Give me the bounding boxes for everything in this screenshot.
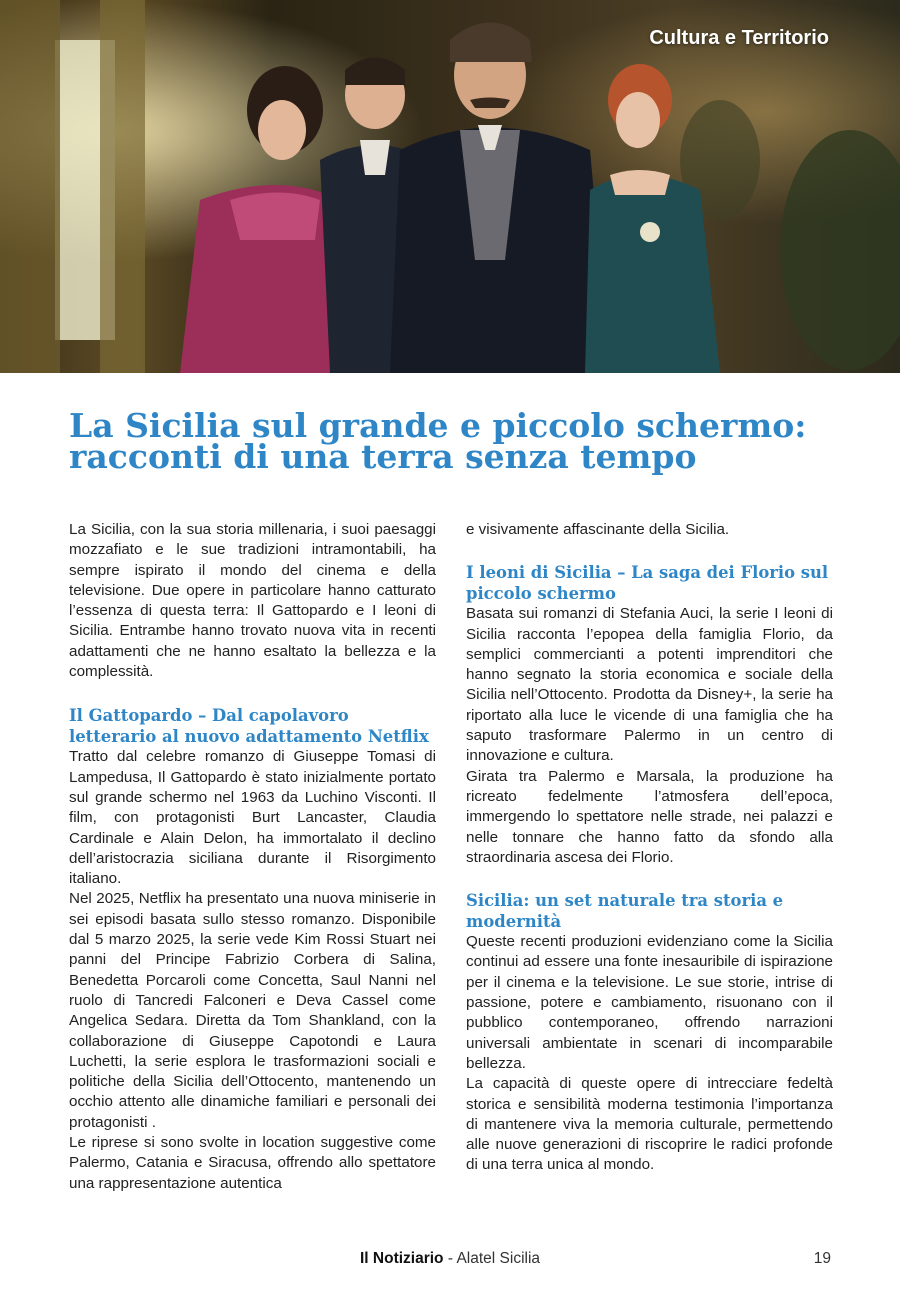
section-label: Cultura e Territorio [649,27,829,49]
footer-publisher: Alatel Sicilia [456,1250,541,1267]
footer-brand: Il Notiziario [359,1250,444,1267]
paragraph: Basata sui romanzi di Stefania Auci, la serie I leoni di Sicilia racconta l’epopea della famiglia Florio, da semplici commercianti a potenti imprenditori che hanno segnato la storia economica e sociale della Sicilia nell’Ottocento. Prodotta da Disney+, la serie ha riportato alla luce le vicende di una famiglia che ha saputo trasformare Palermo in un centro di innovazione e cultura. [466,605,833,765]
paragraph: Queste recenti produzioni evidenziano come la Sicilia continui ad essere una fonte inesauribile di ispirazione per il cinema e la televisione. Le sue storie, intrise di passione, potere e cambiamento, risuonano con il pubblico contemporaneo, offrendo narrazioni universali ambientate in scenari di incomparabile bellezza. [466,933,833,1072]
page-number: 19 [813,1250,831,1267]
article-title: La Sicilia sul grande e piccolo schermo: racconti di una terra senza tempo [69,406,807,476]
paragraph: Tratto dal celebre romanzo di Giuseppe Tomasi di Lampedusa, Il Gattopardo è stato inizialmente portato sul grande schermo nel 1963 da Luchino Visconti. Il film, con protagonisti Burt Lancaster, Claudia Cardinale e Alain Delon, ha immortalato il declino dell’aristocrazia siciliana durante il Risorgimento italiano. [69,748,436,888]
hero-image [0,0,900,373]
paragraph-continuation: e visivamente affascinante della Sicilia. [466,521,730,538]
page-footer [0,1250,900,1268]
paragraph: Le riprese si sono svolte in location suggestive come Palermo, Catania e Siracusa, offrendo allo spettatore una rappresentazione autentica [69,1134,436,1192]
section-heading-leoni: I leoni di Sicilia – La saga dei Florio sul piccolo schermo [466,563,829,604]
hero-illustration [0,0,900,373]
paragraph: Girata tra Palermo e Marsala, la produzione ha ricreato fedelmente l’atmosfera dell’epoca, immergendo lo spettatore nelle strade, nei palazzi e nelle tonnare che hanno fatto da sfondo alla straordinaria ascesa dei Florio. [466,767,833,866]
intro-paragraph: La Sicilia, con la sua storia millenaria, i suoi paesaggi mozzafiato e le sue tradizioni intramontabili, ha sempre ispirato il mondo del cinema e della televisione. Due opere in particolare hanno catturato l’essenza di questa terra: Il Gattopardo e I leoni di Sicilia. Entrambe hanno trovato nuova vita in recenti adattamenti che ne hanno esaltato la bellezza e la complessità. [69,521,436,681]
paragraph: La capacità di queste opere di intrecciare fedeltà storica e sensibilità moderna testimonia l’importanza di mantenere viva la memoria culturale, permettendo alle nuove generazioni di riscoprire le radici profonde di una terra unica al mondo. [466,1075,833,1174]
section-heading-gattopardo: Il Gattopardo – Dal capolavoro letterario al nuovo adattamento Netflix [69,706,429,747]
section-heading-sicilia: Sicilia: un set naturale tra storia e modernità [466,891,784,932]
footer-separator: - [443,1250,457,1267]
left-column [69,520,436,1194]
paragraph: Nel 2025, Netflix ha presentato una nuova miniserie in sei episodi basata sullo stesso romanzo. Disponibile dal 5 marzo 2025, la serie vede Kim Rossi Stuart nei panni del Principe Fabrizio Corbera di Salina, Benedetta Porcaroli come Concetta, Saul Nanni nel ruolo di Tancredi Falconeri e Deva Cassel come Angelica Sedara. Diretta da Tom Shankland, con la collaborazione di Giuseppe Capotondi e Laura Luchetti, la serie esplora le trasformazioni sociali e politiche della Sicilia dell’Ottocento, mantenendo un occhio attento alle dinamiche familiari e personali dei protagonisti . [69,890,436,1131]
right-column [466,520,833,1176]
